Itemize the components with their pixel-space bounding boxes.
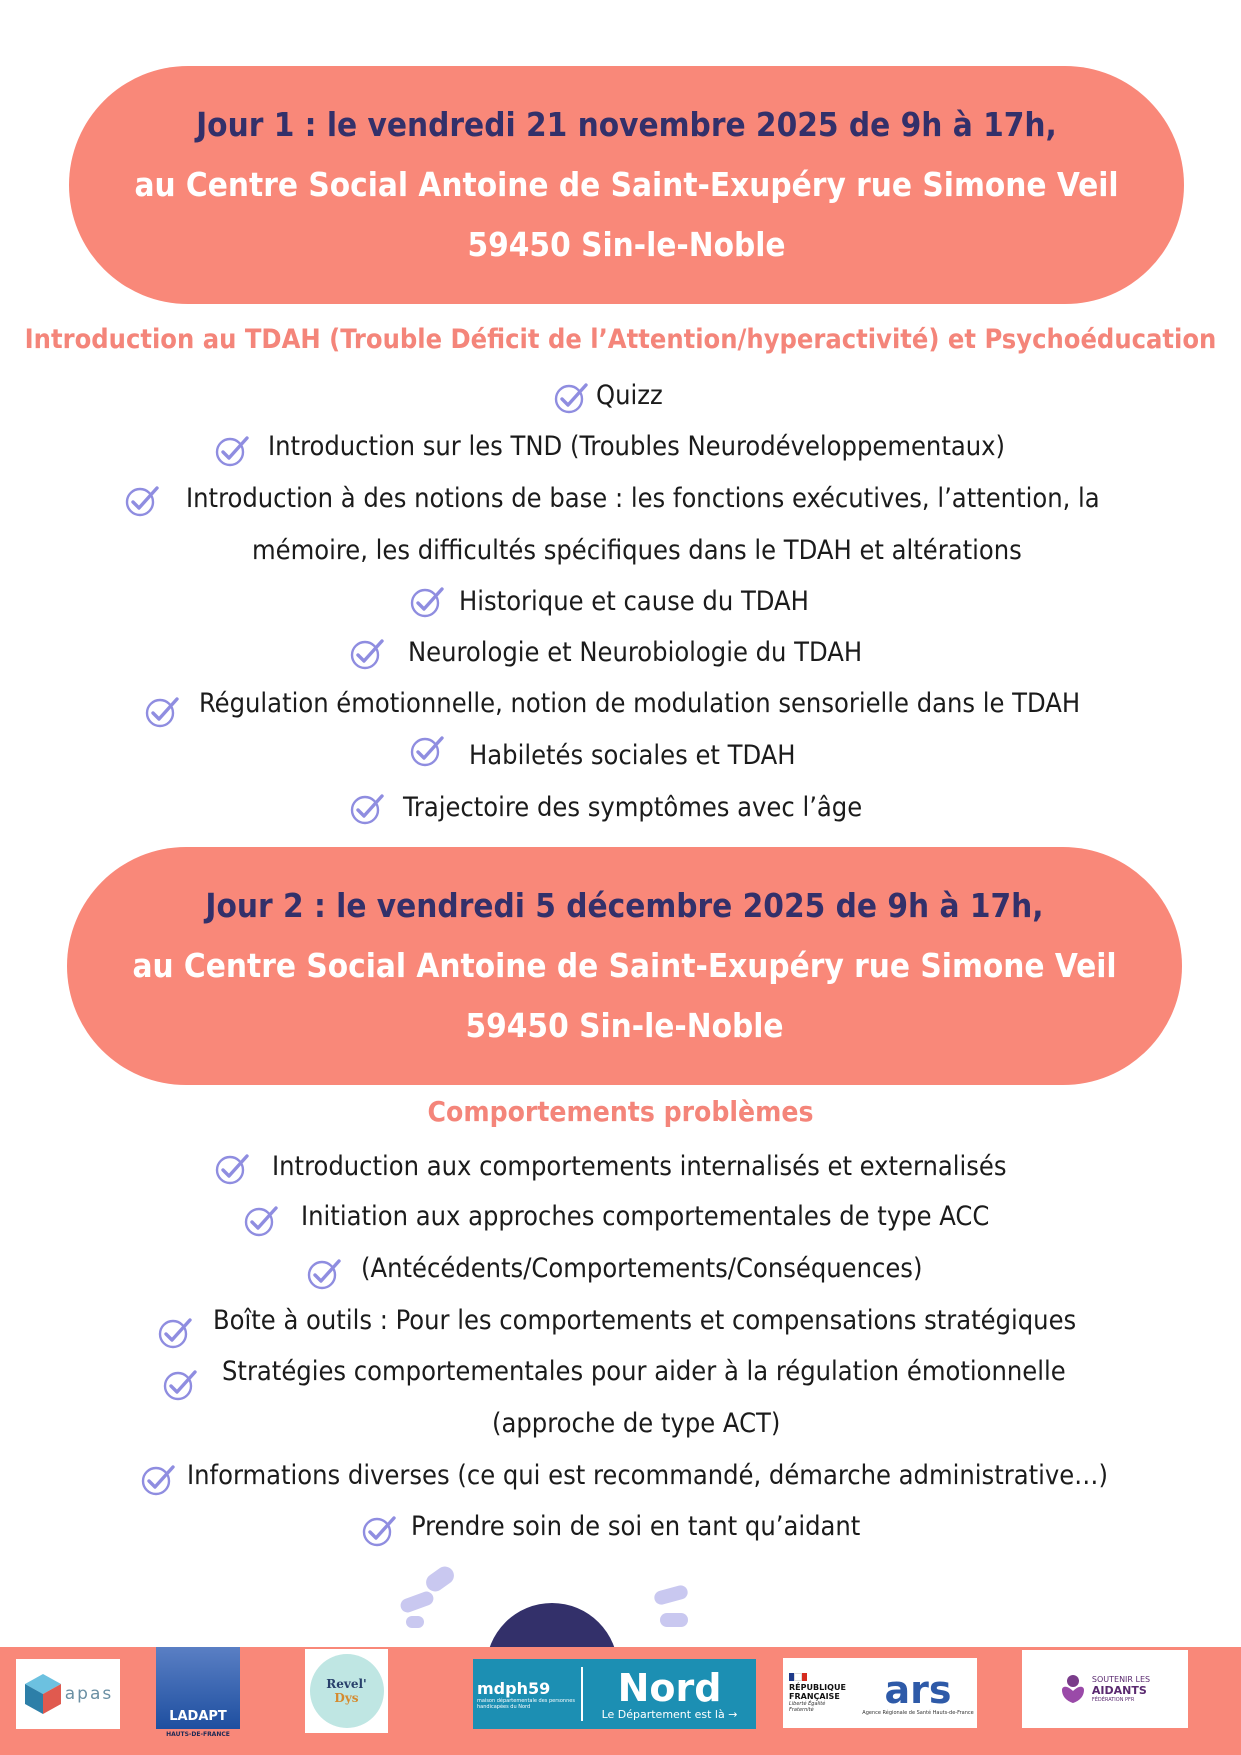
day1-location-line1: au Centre Social Antoine de Saint-Exupéry rue Simone Veil bbox=[134, 165, 1119, 204]
day2-item-4-cont: (approche de type ACT) bbox=[492, 1408, 781, 1439]
day1-location-line2: 59450 Sin-le-Noble bbox=[467, 225, 786, 264]
day2-item-2: Initiation aux approches comportementales de type ACC bbox=[301, 1201, 990, 1232]
nord-sub: Le Département est là → bbox=[601, 1707, 738, 1721]
check-icon bbox=[361, 1513, 397, 1549]
check-icon bbox=[214, 1151, 250, 1187]
check-icon bbox=[349, 791, 385, 827]
day1-item-6: Régulation émotionnelle, notion de modulation sensorielle dans le TDAH bbox=[199, 688, 1081, 719]
mdph-text: mdph59 bbox=[477, 1678, 551, 1698]
republique-ars-logo bbox=[783, 1658, 977, 1728]
decoration-dash bbox=[423, 1563, 458, 1595]
check-icon bbox=[306, 1256, 342, 1292]
apas-text: apas bbox=[64, 1684, 114, 1704]
day2-heading: Jour 2 : le vendredi 5 décembre 2025 de 9h à 17h, bbox=[205, 886, 1044, 925]
ars-text: ars bbox=[884, 1668, 952, 1712]
decoration-dash bbox=[653, 1584, 689, 1606]
day1-item-3: Introduction à des notions de base : les fonctions exécutives, l’attention, la bbox=[186, 483, 1100, 514]
day2-item-2-cont: (Antécédents/Comportements/Conséquences) bbox=[361, 1253, 923, 1284]
check-icon bbox=[140, 1462, 176, 1498]
french-flag-icon bbox=[789, 1673, 807, 1681]
day2-location-line1: au Centre Social Antoine de Saint-Exupéry rue Simone Veil bbox=[132, 946, 1117, 985]
apas-logo bbox=[16, 1659, 120, 1729]
day1-item-8: Trajectoire des symptômes avec l’âge bbox=[403, 792, 863, 823]
ladapt-sub: HAUTS-DE-FRANCE bbox=[166, 1731, 230, 1738]
day1-banner bbox=[69, 66, 1184, 304]
day2-location-line2: 59450 Sin-le-Noble bbox=[465, 1006, 784, 1045]
decoration-dash bbox=[660, 1613, 688, 1627]
check-icon bbox=[349, 636, 385, 672]
decoration-dash bbox=[406, 1616, 424, 1628]
revel-dys-logo bbox=[305, 1649, 388, 1733]
ladapt-text: LADAPT bbox=[169, 1709, 227, 1724]
apas-cube-icon bbox=[23, 1672, 63, 1716]
check-icon bbox=[157, 1315, 193, 1351]
decoration-dash bbox=[399, 1590, 436, 1615]
day1-item-2: Introduction sur les TND (Troubles Neurodéveloppementaux) bbox=[268, 431, 1005, 462]
day2-item-5: Informations diverses (ce qui est recommandé, démarche administrative…) bbox=[187, 1460, 1108, 1491]
day2-section-title: Comportements problèmes bbox=[427, 1095, 814, 1128]
day1-item-3-cont: mémoire, les difficultés spécifiques dans le TDAH et altérations bbox=[252, 535, 1022, 566]
day1-section-title: Introduction au TDAH (Trouble Déficit de l’Attention/hyperactivité) et Psychoéducation bbox=[24, 324, 1217, 355]
check-icon bbox=[553, 380, 589, 416]
check-icon bbox=[409, 733, 445, 769]
revel-dys-text-1: Revel' bbox=[326, 1677, 367, 1691]
aidants-logo bbox=[1022, 1650, 1188, 1728]
check-icon bbox=[214, 433, 250, 469]
day2-banner bbox=[67, 847, 1182, 1085]
nord-text: Nord bbox=[617, 1665, 722, 1710]
ars-sub: Agence Régionale de Santé Hauts-de-France bbox=[862, 1710, 974, 1716]
aidants-text-3: FÉDÉRATION PFR bbox=[1091, 1697, 1135, 1703]
mdph-nord-logo bbox=[473, 1659, 756, 1729]
day2-item-4: Stratégies comportementales pour aider à la régulation émotionnelle bbox=[222, 1356, 1066, 1387]
mdph-sub: maison départementale des personnes handicapées du Nord bbox=[477, 1697, 575, 1710]
check-icon bbox=[243, 1203, 279, 1239]
ladapt-logo bbox=[156, 1647, 240, 1741]
day1-item-5: Neurologie et Neurobiologie du TDAH bbox=[408, 637, 863, 668]
check-icon bbox=[409, 584, 445, 620]
rf-text-2: FRANÇAISE bbox=[789, 1692, 840, 1701]
revel-dys-text-2: Dys bbox=[334, 1691, 359, 1705]
check-icon bbox=[124, 483, 160, 519]
rf-motto: Liberté Égalité Fraternité bbox=[789, 1701, 826, 1713]
day2-item-3: Boîte à outils : Pour les comportements et compensations stratégiques bbox=[213, 1305, 1077, 1336]
rf-text-1: RÉPUBLIQUE bbox=[789, 1683, 846, 1692]
aidants-text-1: SOUTENIR LES bbox=[1091, 1675, 1151, 1684]
day1-heading: Jour 1 : le vendredi 21 novembre 2025 de 9h à 17h, bbox=[196, 105, 1057, 144]
day1-item-4: Historique et cause du TDAH bbox=[459, 586, 809, 617]
day2-item-6: Prendre soin de soi en tant qu’aidant bbox=[411, 1511, 861, 1542]
day1-item-1: Quizz bbox=[596, 380, 663, 411]
check-icon bbox=[144, 694, 180, 730]
aidants-heart-icon bbox=[1060, 1674, 1086, 1704]
day1-item-7: Habiletés sociales et TDAH bbox=[469, 740, 796, 771]
day2-item-1: Introduction aux comportements internalisés et externalisés bbox=[272, 1151, 1007, 1182]
aidants-text-2: AIDANTS bbox=[1091, 1684, 1147, 1697]
check-icon bbox=[162, 1367, 198, 1403]
